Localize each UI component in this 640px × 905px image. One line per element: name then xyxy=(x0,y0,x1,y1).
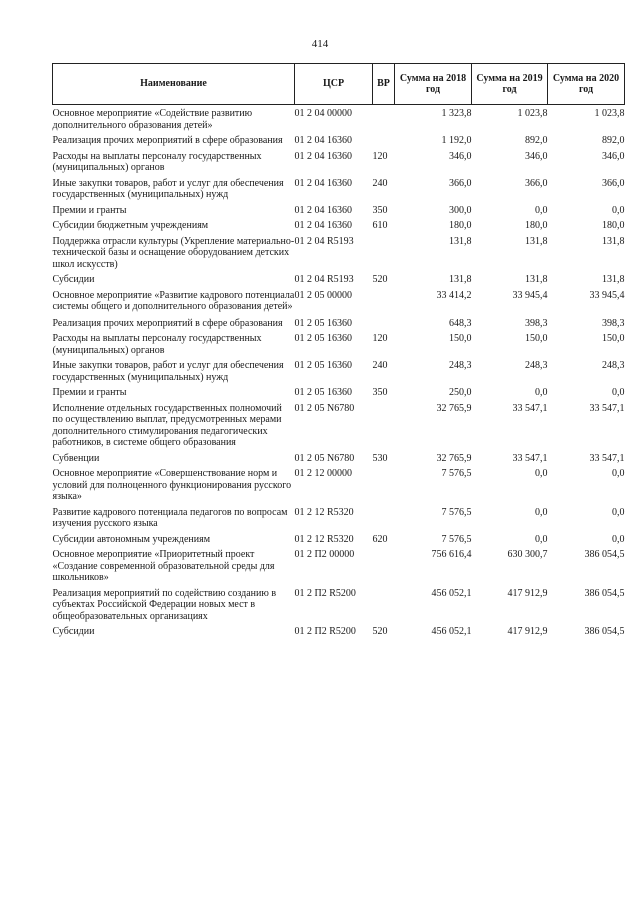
row-name: Иные закупки товаров, работ и услуг для обеспечения государственных (муниципальных) нужд xyxy=(52,177,284,200)
row-vr xyxy=(373,105,395,132)
table-row xyxy=(53,545,625,584)
row-sum-2018: 648,3 xyxy=(449,317,472,329)
row-vr: 520 xyxy=(372,274,388,285)
row-sum-2018: 150,0 xyxy=(449,333,472,344)
row-sum-2018: 7 576,5 xyxy=(441,533,472,545)
row-name: Иные закупки товаров, работ и услуг для обеспечения государственных (муниципальных) нужд xyxy=(52,360,284,383)
table-row xyxy=(53,313,625,330)
header-name: Наименование xyxy=(53,64,295,105)
table-row xyxy=(53,174,625,201)
header-csr: ЦСР xyxy=(295,64,373,105)
row-csr: 01 2 П2 R5200 xyxy=(294,626,356,637)
row-name: Поддержка отрасли культуры (Укрепление материально-технической базы и оснащение оборудованием детских школ искусств) xyxy=(52,235,295,270)
row-vr: 530 xyxy=(372,452,388,464)
table-row xyxy=(53,105,625,132)
header-vr: ВР xyxy=(373,64,395,105)
row-sum-2019: 131,8 xyxy=(525,235,548,247)
table-row xyxy=(53,464,625,503)
table-row xyxy=(53,503,625,530)
row-sum-2020: 131,8 xyxy=(602,274,625,285)
table-row xyxy=(53,383,625,399)
table-row xyxy=(53,530,625,546)
row-csr: 01 2 П2 R5200 xyxy=(294,587,356,599)
row-csr: 01 2 04 R5193 xyxy=(294,235,354,247)
row-csr: 01 2 04 00000 xyxy=(294,108,352,119)
row-sum-2020: 386 054,5 xyxy=(584,549,625,560)
row-sum-2018: 32 765,9 xyxy=(436,402,472,414)
row-vr xyxy=(373,286,395,313)
table-row xyxy=(53,329,625,356)
row-name: Премии и гранты xyxy=(52,387,127,398)
row-sum-2018: 131,8 xyxy=(449,274,472,285)
row-sum-2019: 417 912,9 xyxy=(507,587,548,599)
row-csr: 01 2 04 16360 xyxy=(294,150,352,162)
table-row xyxy=(53,270,625,286)
row-csr: 01 2 05 16360 xyxy=(294,333,352,344)
row-sum-2019: 398,3 xyxy=(525,317,548,329)
row-sum-2020: 0,0 xyxy=(612,506,625,518)
row-vr: 350 xyxy=(372,204,388,216)
row-sum-2020: 346,0 xyxy=(602,150,625,162)
row-sum-2018: 248,3 xyxy=(449,360,472,371)
row-sum-2018: 456 052,1 xyxy=(431,626,472,637)
row-csr: 01 2 04 R5193 xyxy=(294,274,354,285)
row-sum-2020: 33 547,1 xyxy=(589,452,625,464)
row-sum-2020: 33 945,4 xyxy=(589,289,625,301)
row-name: Субсидии бюджетным учреждениям xyxy=(52,220,209,231)
row-sum-2019: 366,0 xyxy=(525,177,548,189)
row-sum-2020: 0,0 xyxy=(612,204,625,216)
row-sum-2019: 131,8 xyxy=(525,274,548,285)
row-sum-2019: 248,3 xyxy=(525,360,548,371)
row-sum-2020: 180,0 xyxy=(602,220,625,231)
table-row xyxy=(53,147,625,174)
row-sum-2019: 0,0 xyxy=(535,387,548,398)
row-vr: 620 xyxy=(372,533,388,545)
row-name: Реализация прочих мероприятий в сфере образования xyxy=(52,317,283,329)
row-sum-2020: 150,0 xyxy=(602,333,625,344)
row-sum-2019: 180,0 xyxy=(525,220,548,231)
budget-table xyxy=(52,63,625,638)
row-sum-2020: 33 547,1 xyxy=(589,402,625,414)
row-sum-2018: 456 052,1 xyxy=(431,587,472,599)
row-vr xyxy=(373,232,395,271)
row-csr: 01 2 05 16360 xyxy=(294,360,352,371)
row-csr: 01 2 П2 00000 xyxy=(294,549,355,560)
row-sum-2020: 1 023,8 xyxy=(594,108,625,119)
row-sum-2020: 0,0 xyxy=(612,387,625,398)
row-sum-2018: 7 576,5 xyxy=(441,468,472,479)
row-name: Субсидии автономным учреждениям xyxy=(52,533,211,545)
row-csr: 01 2 04 16360 xyxy=(294,204,352,216)
row-name: Основное мероприятие «Приоритетный проект «Создание современной образовательной среды для школьников» xyxy=(52,549,275,583)
row-name: Реализация прочих мероприятий в сфере образования xyxy=(52,135,283,146)
table-row xyxy=(53,201,625,217)
row-name: Субвенции xyxy=(52,452,100,464)
row-sum-2018: 346,0 xyxy=(449,150,472,162)
row-sum-2019: 346,0 xyxy=(525,150,548,162)
header-sum-2020: Сумма на 2020 год xyxy=(548,64,625,105)
row-sum-2018: 32 765,9 xyxy=(436,452,472,464)
row-name: Исполнение отдельных государственных полномочий по осуществлению выплат, предусмотренных мерами дополнительного стимулирования педагогических работников, в системе общего образования xyxy=(52,402,282,448)
header-sum-2019: Сумма на 2019 год xyxy=(472,64,548,105)
table-row xyxy=(53,131,625,147)
row-vr xyxy=(373,584,395,623)
row-csr: 01 2 05 00000 xyxy=(294,289,352,301)
row-vr xyxy=(373,399,395,449)
row-name: Основное мероприятие «Совершенствование норм и условий для полноценного функционирования русского языка» xyxy=(52,468,292,502)
row-csr: 01 2 05 N6780 xyxy=(294,402,355,414)
row-vr xyxy=(373,313,395,330)
row-sum-2019: 0,0 xyxy=(535,468,548,479)
row-sum-2019: 1 023,8 xyxy=(517,108,548,119)
row-sum-2018: 7 576,5 xyxy=(441,506,472,518)
row-vr xyxy=(373,545,395,584)
row-sum-2020: 386 054,5 xyxy=(584,587,625,599)
row-sum-2019: 417 912,9 xyxy=(507,626,548,637)
row-vr: 240 xyxy=(372,177,388,189)
row-sum-2020: 0,0 xyxy=(612,533,625,545)
row-vr: 610 xyxy=(372,220,388,231)
table-row xyxy=(53,584,625,623)
row-sum-2018: 1 323,8 xyxy=(441,108,472,119)
row-csr: 01 2 12 R5320 xyxy=(294,533,354,545)
row-sum-2020: 386 054,5 xyxy=(584,626,625,637)
row-name: Развитие кадрового потенциала педагогов по вопросам изучения русского языка xyxy=(52,506,288,529)
row-csr: 01 2 12 00000 xyxy=(294,468,352,479)
row-vr: 120 xyxy=(372,150,388,162)
table-row xyxy=(53,216,625,232)
row-csr: 01 2 04 16360 xyxy=(294,135,352,146)
table-row xyxy=(53,232,625,271)
row-sum-2019: 892,0 xyxy=(525,135,548,146)
row-sum-2019: 33 547,1 xyxy=(512,402,548,414)
row-sum-2019: 33 547,1 xyxy=(512,452,548,464)
row-sum-2020: 892,0 xyxy=(602,135,625,146)
row-sum-2018: 250,0 xyxy=(449,387,472,398)
row-sum-2018: 756 616,4 xyxy=(431,549,472,560)
row-name: Субсидии xyxy=(52,274,95,285)
row-name: Реализация мероприятий по содействию созданию в субъектах Российской Федерации новых мест в общеобразовательных организациях xyxy=(52,587,277,622)
row-name: Премии и гранты xyxy=(52,204,127,216)
row-sum-2019: 0,0 xyxy=(535,533,548,545)
table-row xyxy=(53,356,625,383)
row-vr: 350 xyxy=(372,387,388,398)
table-row xyxy=(53,622,625,638)
row-vr xyxy=(373,503,395,530)
row-sum-2019: 0,0 xyxy=(535,204,548,216)
row-csr: 01 2 05 16360 xyxy=(294,317,352,329)
row-csr: 01 2 04 16360 xyxy=(294,177,352,189)
row-name: Основное мероприятие «Содействие развитию дополнительного образования детей» xyxy=(52,108,253,131)
table-body xyxy=(53,105,625,638)
row-sum-2018: 1 192,0 xyxy=(441,135,472,146)
row-sum-2018: 180,0 xyxy=(449,220,472,231)
row-sum-2018: 33 414,2 xyxy=(436,289,472,301)
row-sum-2020: 366,0 xyxy=(602,177,625,189)
header-sum-2018: Сумма на 2018 год xyxy=(395,64,472,105)
row-vr xyxy=(373,464,395,503)
row-csr: 01 2 05 16360 xyxy=(294,387,352,398)
row-csr: 01 2 05 N6780 xyxy=(294,452,355,464)
row-csr: 01 2 12 R5320 xyxy=(294,506,354,518)
row-vr xyxy=(373,131,395,147)
table-row xyxy=(53,286,625,313)
row-sum-2018: 300,0 xyxy=(449,204,472,216)
row-name: Расходы на выплаты персоналу государственных (муниципальных) органов xyxy=(52,150,262,173)
row-vr: 240 xyxy=(372,360,388,371)
row-vr: 520 xyxy=(372,626,388,637)
page-number: 414 xyxy=(311,38,329,50)
row-sum-2018: 366,0 xyxy=(449,177,472,189)
row-sum-2019: 630 300,7 xyxy=(507,549,548,560)
table-row xyxy=(53,449,625,465)
row-sum-2019: 150,0 xyxy=(525,333,548,344)
row-sum-2020: 0,0 xyxy=(612,468,625,479)
table-row xyxy=(53,399,625,449)
row-name: Расходы на выплаты персоналу государственных (муниципальных) органов xyxy=(52,333,262,356)
row-name: Субсидии xyxy=(52,626,95,637)
row-sum-2019: 33 945,4 xyxy=(512,289,548,301)
row-sum-2020: 131,8 xyxy=(602,235,625,247)
row-name: Основное мероприятие «Развитие кадрового потенциала системы общего и дополнительного образования детей» xyxy=(52,289,295,312)
row-vr: 120 xyxy=(372,333,388,344)
row-sum-2019: 0,0 xyxy=(535,506,548,518)
row-sum-2020: 248,3 xyxy=(602,360,625,371)
row-sum-2020: 398,3 xyxy=(602,317,625,329)
row-sum-2018: 131,8 xyxy=(449,235,472,247)
table-header-row xyxy=(53,64,625,105)
row-csr: 01 2 04 16360 xyxy=(294,220,352,231)
